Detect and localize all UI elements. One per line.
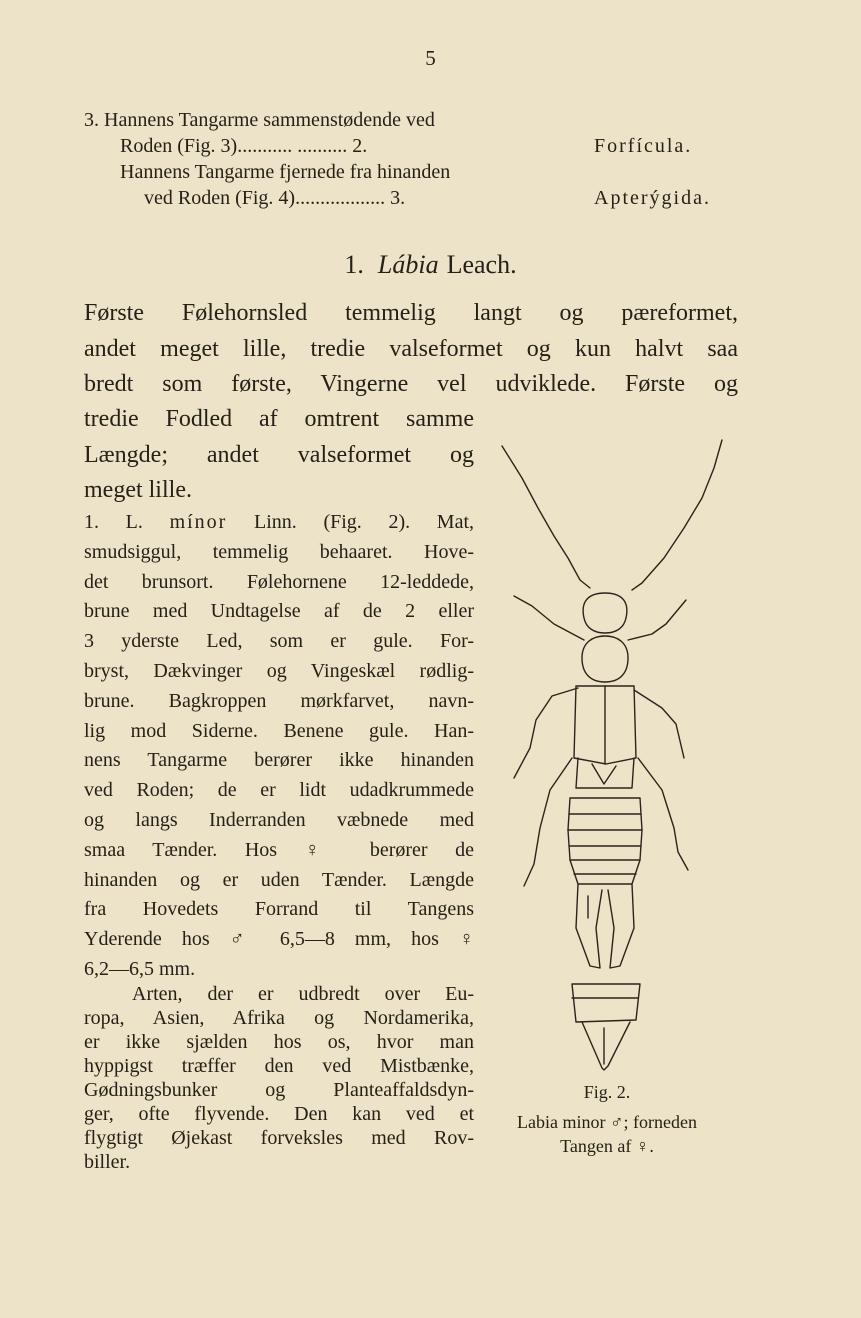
species-description — [84, 508, 474, 985]
text-line: bryst, Dækvinger og Vingeskæl rødlig- — [84, 659, 474, 682]
leg — [638, 758, 688, 870]
text-line: andet meget lille, tredie valseformet og kun halvt saa — [84, 335, 738, 362]
head — [583, 593, 627, 633]
genus-description-cont — [84, 402, 474, 509]
species-head-line: 1. L. mínor Linn. (Fig. 2). Mat, — [84, 511, 475, 533]
text-line: biller. — [84, 1151, 131, 1173]
text-line: er ikke sjælden hos os, hvor man — [84, 1031, 474, 1053]
pronotum — [582, 636, 628, 682]
text-line: bredt som første, Vingerne vel udviklede. Første og — [84, 371, 738, 397]
text-line: ger, ofte flyvende. Den kan ved et — [84, 1103, 474, 1125]
leg — [514, 688, 578, 778]
text-line: Yderende hos ♂ 6,5—8 mm, hos ♀ — [84, 928, 474, 951]
key-result: Apterýgida. — [594, 187, 711, 209]
abdomen — [568, 798, 642, 884]
species-name: mínor — [169, 511, 228, 533]
text-line: Længde; andet valseformet og — [84, 441, 474, 468]
text-line: flygtigt Øjekast forveksles med Rov- — [84, 1127, 474, 1149]
text-line: smudsiggul, temmelig behaaret. Hove- — [84, 540, 474, 563]
leg — [514, 596, 584, 640]
forceps-male — [576, 884, 634, 968]
key-line: Hannens Tangarme fjernede fra hinanden — [120, 161, 451, 183]
text-line: 3 yderste Led, som er gule. For- — [84, 630, 474, 653]
text-line: hinanden og er uden Tænder. Længde — [84, 868, 474, 891]
text-line: 6,2—6,5 mm. — [84, 957, 196, 980]
leg — [524, 758, 572, 886]
text-line: brune med Undtagelse af de 2 eller — [84, 600, 474, 623]
earwig-illustration — [492, 428, 752, 1078]
text-line: Arten, der er udbredt over Eu- — [132, 983, 474, 1005]
forceps-female-base — [572, 984, 640, 1022]
genus-name: Lábia — [377, 250, 439, 279]
genus-heading — [0, 250, 861, 280]
leg — [628, 600, 686, 640]
text-line: lig mod Siderne. Benene gule. Han- — [84, 719, 474, 742]
text-line: tredie Fodled af omtrent samme — [84, 406, 474, 432]
text-line: brune. Bagkroppen mørkfarvet, navn- — [84, 689, 474, 712]
genus-description — [84, 296, 738, 403]
text-line: ropa, Asien, Afrika og Nordamerika, — [84, 1007, 474, 1029]
key-line: 3. Hannens Tangarme sammenstødende ved — [84, 109, 435, 131]
left-antenna — [502, 446, 590, 588]
genus-author: Leach. — [446, 250, 517, 279]
caption-line: Labia minor ♂; forneden — [517, 1112, 697, 1132]
figure-label: Fig. 2. — [583, 1082, 631, 1102]
figure-caption — [482, 1080, 732, 1158]
text-line: meget lille. — [84, 477, 192, 503]
text-line: hyppigst træffer den ved Mistbænke, — [84, 1055, 474, 1077]
text-line: smaa Tænder. Hos ♀ berører de — [84, 838, 474, 861]
right-antenna — [632, 440, 722, 590]
text-line: fra Hovedets Forrand til Tangens — [84, 898, 474, 921]
distribution-text — [84, 982, 474, 1174]
text-line: og langs Inderranden væbnede med — [84, 808, 474, 831]
page-number: 5 — [425, 46, 436, 70]
key-result: Forfícula. — [594, 135, 693, 157]
text-line: ved Roden; de er lidt udadkrummede — [84, 779, 474, 802]
leg — [634, 690, 684, 758]
forceps-female — [582, 1022, 630, 1070]
key-line: Roden (Fig. 3)........... .......... 2. — [120, 135, 368, 157]
caption-line: Tangen af ♀. — [560, 1136, 654, 1156]
text-line: nens Tangarme berører ikke hinanden — [84, 749, 474, 772]
text-line: Første Følehornsled temmelig langt og pæreformet, — [84, 300, 738, 326]
text-line: Gødningsbunker og Planteaffaldsdyn- — [84, 1079, 474, 1101]
key-line: ved Roden (Fig. 4).................. 3. — [144, 187, 406, 209]
text-line: det brunsort. Følehornene 12-leddede, — [84, 570, 474, 593]
heading-number: 1. — [344, 250, 364, 279]
